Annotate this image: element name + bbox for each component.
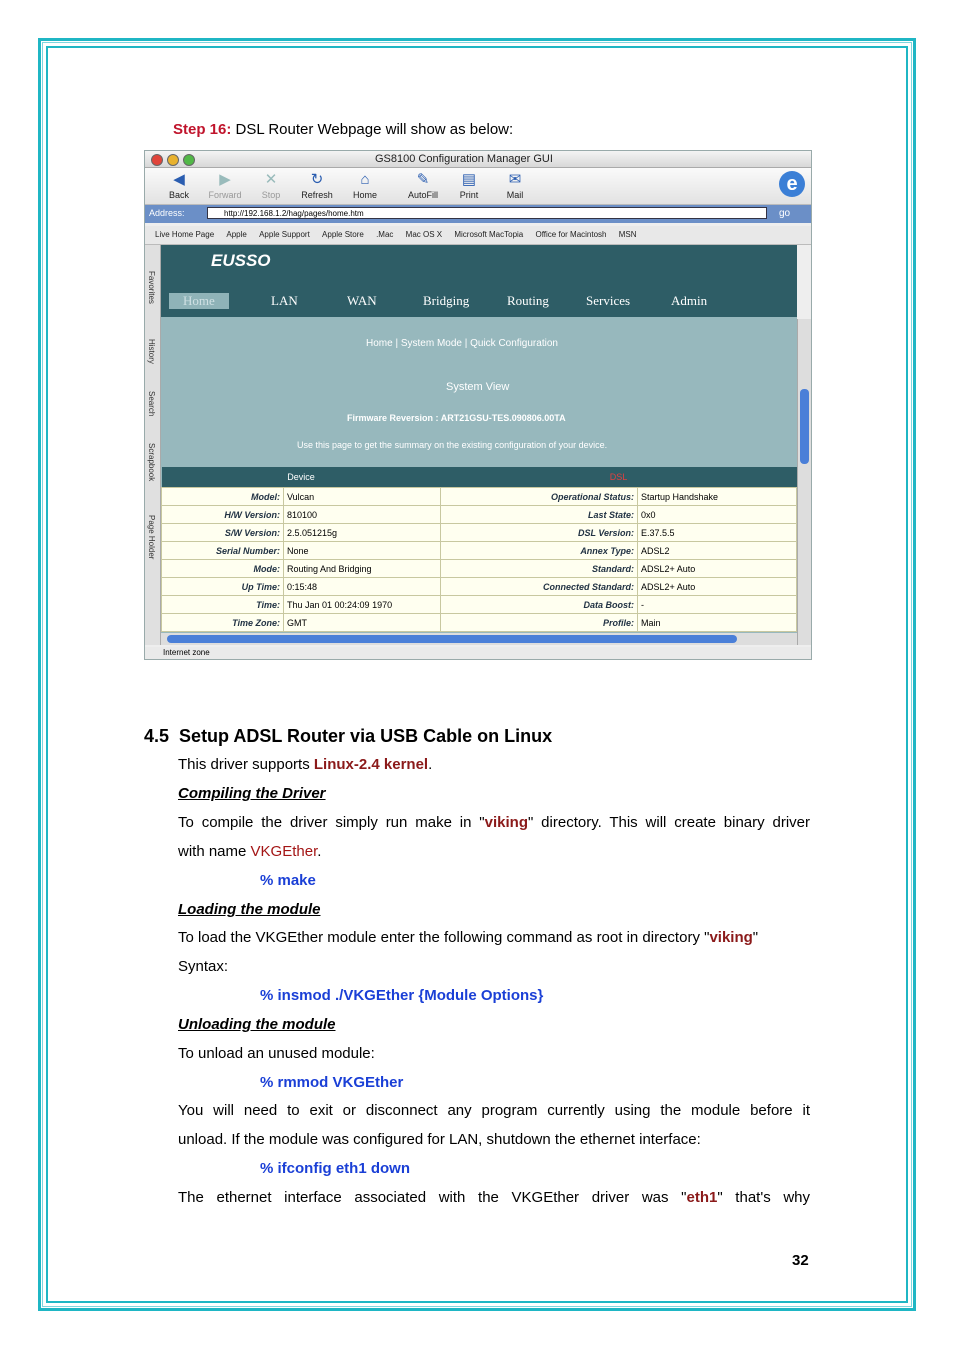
device-field-value: Vulcan bbox=[284, 488, 441, 506]
table-row bbox=[162, 578, 797, 596]
tab-home[interactable]: Home bbox=[169, 293, 229, 309]
router-webpage-screenshot bbox=[144, 150, 812, 660]
refresh-icon: ↻ bbox=[310, 171, 324, 188]
command-insmod: % insmod ./VKGEther {Module Options} bbox=[260, 987, 544, 1004]
link-apple-support[interactable]: Apple Support bbox=[259, 230, 310, 239]
back-arrow-icon: ◀ bbox=[173, 171, 185, 188]
device-field-value: 2.5.051215g bbox=[284, 524, 441, 542]
printer-icon: ▤ bbox=[461, 171, 477, 188]
sub-navigation[interactable]: Home | System Mode | Quick Configuration bbox=[366, 338, 558, 349]
link-live-home-page[interactable]: Live Home Page bbox=[155, 230, 215, 239]
table-row bbox=[162, 506, 797, 524]
link-mac-os-x[interactable]: Mac OS X bbox=[405, 230, 443, 239]
dsl-field-label: Operational Status: bbox=[441, 488, 638, 506]
dsl-field-value: - bbox=[638, 596, 797, 614]
dsl-field-value: Startup Handshake bbox=[638, 488, 797, 506]
paragraph-compile: To compile the driver simply run make in "viking" directory. This will create binary driver bbox=[178, 814, 811, 831]
minimize-window-icon[interactable] bbox=[167, 154, 179, 166]
device-field-label: Up Time: bbox=[162, 578, 284, 596]
dsl-field-label: Data Boost: bbox=[441, 596, 638, 614]
table-row bbox=[162, 542, 797, 560]
autofill-button[interactable]: ✎ AutoFill bbox=[401, 170, 445, 200]
url-input[interactable]: http://192.168.1.2/hag/pages/home.htm bbox=[207, 207, 767, 219]
section-heading: 4.5 Setup ADSL Router via USB Cable on Linux bbox=[144, 726, 553, 746]
zoom-window-icon[interactable] bbox=[183, 154, 195, 166]
stop-button[interactable]: ✕ Stop bbox=[249, 170, 293, 200]
autofill-icon: ✎ bbox=[416, 171, 430, 188]
router-page bbox=[161, 245, 797, 645]
command-ifconfig: % ifconfig eth1 down bbox=[260, 1160, 410, 1177]
address-label: Address: bbox=[149, 208, 185, 218]
forward-button[interactable]: ▶ Forward bbox=[203, 170, 247, 200]
dsl-field-label: Profile: bbox=[441, 614, 638, 632]
device-field-value: 810100 bbox=[284, 506, 441, 524]
link-microsoft-mactopia[interactable]: Microsoft MacTopia bbox=[454, 230, 524, 239]
dsl-field-value: ADSL2 bbox=[638, 542, 797, 560]
sidebar-tab-search[interactable]: Search bbox=[147, 391, 156, 417]
sidebar-tab-page-holder[interactable]: Page Holder bbox=[147, 515, 156, 560]
device-field-label: Mode: bbox=[162, 560, 284, 578]
table-row bbox=[162, 488, 797, 506]
home-button[interactable]: ⌂ Home bbox=[343, 170, 387, 200]
mail-button[interactable]: ✉ Mail bbox=[493, 170, 537, 200]
device-field-value: 0:15:48 bbox=[284, 578, 441, 596]
firmware-version: Firmware Reversion : ART21GSU-TES.090806.00TA bbox=[347, 413, 566, 423]
horizontal-scroll-thumb[interactable] bbox=[167, 635, 737, 643]
view-title: System View bbox=[446, 381, 510, 393]
device-field-value: GMT bbox=[284, 614, 441, 632]
print-button[interactable]: ▤ Print bbox=[447, 170, 491, 200]
device-field-label: Time: bbox=[162, 596, 284, 614]
address-bar bbox=[145, 205, 811, 223]
paragraph-exit-cont: unload. If the module was configured for LAN, shutdown the ethernet interface: bbox=[178, 1131, 701, 1148]
mail-icon: ✉ bbox=[508, 171, 522, 188]
device-field-label: S/W Version: bbox=[162, 524, 284, 542]
ie-logo-icon: e bbox=[779, 171, 805, 197]
favorites-bar bbox=[145, 226, 811, 245]
device-field-label: Time Zone: bbox=[162, 614, 284, 632]
forward-arrow-icon: ▶ bbox=[219, 171, 231, 188]
paragraph-interface: The ethernet interface associated with the VKGEther driver was "eth1" that's why bbox=[178, 1189, 811, 1206]
device-field-value: None bbox=[284, 542, 441, 560]
page-number: 32 bbox=[792, 1252, 809, 1269]
dsl-field-label: Annex Type: bbox=[441, 542, 638, 560]
sidebar-tab-history[interactable]: History bbox=[147, 339, 156, 364]
dsl-field-label: Standard: bbox=[441, 560, 638, 578]
dsl-header: DSL bbox=[441, 467, 797, 488]
dsl-field-value: ADSL2+ Auto bbox=[638, 578, 797, 596]
browser-titlebar bbox=[145, 151, 811, 168]
table-row bbox=[162, 596, 797, 614]
vertical-scroll-thumb[interactable] bbox=[800, 389, 809, 464]
device-field-label: Serial Number: bbox=[162, 542, 284, 560]
dsl-field-label: DSL Version: bbox=[441, 524, 638, 542]
sidebar-tab-scrapbook[interactable]: Scrapbook bbox=[147, 443, 156, 482]
paragraph-load: To load the VKGEther module enter the following command as root in directory "viking" bbox=[178, 929, 759, 946]
window-title: GS8100 Configuration Manager GUI bbox=[375, 153, 553, 165]
device-field-value: Routing And Bridging bbox=[284, 560, 441, 578]
command-rmmod: % rmmod VKGEther bbox=[260, 1074, 404, 1091]
tab-services[interactable]: Services bbox=[586, 293, 631, 308]
subheading-loading: Loading the module bbox=[178, 901, 321, 918]
paragraph-compile-cont: with name VKGEther. bbox=[178, 843, 322, 860]
router-banner bbox=[161, 245, 797, 317]
go-button[interactable]: go bbox=[779, 208, 791, 219]
tab-wan[interactable]: WAN bbox=[347, 293, 377, 308]
eusso-logo: EUSSO bbox=[211, 251, 271, 270]
dsl-field-label: Connected Standard: bbox=[441, 578, 638, 596]
dsl-field-label: Last State: bbox=[441, 506, 638, 524]
stop-icon: ✕ bbox=[264, 171, 278, 188]
home-icon: ⌂ bbox=[360, 171, 370, 188]
step-line: Step 16: DSL Router Webpage will show as below: bbox=[173, 121, 514, 138]
horizontal-scrollbar[interactable] bbox=[161, 633, 797, 645]
table-row bbox=[162, 524, 797, 542]
tab-admin[interactable]: Admin bbox=[671, 293, 708, 308]
device-field-label: Model: bbox=[162, 488, 284, 506]
device-field-value: Thu Jan 01 00:24:09 1970 bbox=[284, 596, 441, 614]
dsl-field-value: ADSL2+ Auto bbox=[638, 560, 797, 578]
vertical-scrollbar[interactable] bbox=[797, 319, 811, 645]
refresh-button[interactable]: ↻ Refresh bbox=[295, 170, 339, 200]
link-apple-store[interactable]: Apple Store bbox=[322, 230, 364, 239]
tab-bridging[interactable]: Bridging bbox=[423, 293, 470, 308]
link-msn[interactable]: MSN bbox=[618, 230, 637, 239]
link-mac[interactable]: .Mac bbox=[376, 230, 394, 239]
tab-routing[interactable]: Routing bbox=[507, 293, 549, 308]
subheading-compiling: Compiling the Driver bbox=[178, 785, 326, 802]
page-hint: Use this page to get the summary on the existing configuration of your device. bbox=[297, 440, 608, 450]
back-button[interactable]: ◀ Back bbox=[157, 170, 201, 200]
browser-toolbar bbox=[145, 168, 811, 205]
dsl-field-value: E.37.5.5 bbox=[638, 524, 797, 542]
command-make: % make bbox=[260, 872, 316, 889]
dsl-field-value: 0x0 bbox=[638, 506, 797, 524]
syntax-label: Syntax: bbox=[178, 958, 229, 975]
table-row bbox=[162, 614, 797, 632]
link-apple[interactable]: Apple bbox=[226, 230, 247, 239]
tab-lan[interactable]: LAN bbox=[271, 293, 298, 308]
paragraph-unload: To unload an unused module: bbox=[178, 1045, 375, 1062]
dsl-field-value: Main bbox=[638, 614, 797, 632]
device-field-label: H/W Version: bbox=[162, 506, 284, 524]
close-window-icon[interactable] bbox=[151, 154, 163, 166]
paragraph-exit: You will need to exit or disconnect any program currently using the module before it bbox=[178, 1102, 810, 1119]
explorer-sidebar bbox=[145, 245, 161, 645]
paragraph-driver-support: This driver supports Linux-2.4 kernel. bbox=[178, 756, 433, 773]
link-office-for-macintosh[interactable]: Office for Macintosh bbox=[535, 230, 607, 239]
subheading-unloading: Unloading the module bbox=[178, 1016, 336, 1033]
status-bar: Internet zone bbox=[145, 647, 811, 659]
sidebar-tab-favorites[interactable]: Favorites bbox=[147, 271, 156, 304]
table-row bbox=[162, 560, 797, 578]
system-view-table bbox=[161, 467, 797, 632]
device-header: Device bbox=[162, 467, 441, 488]
